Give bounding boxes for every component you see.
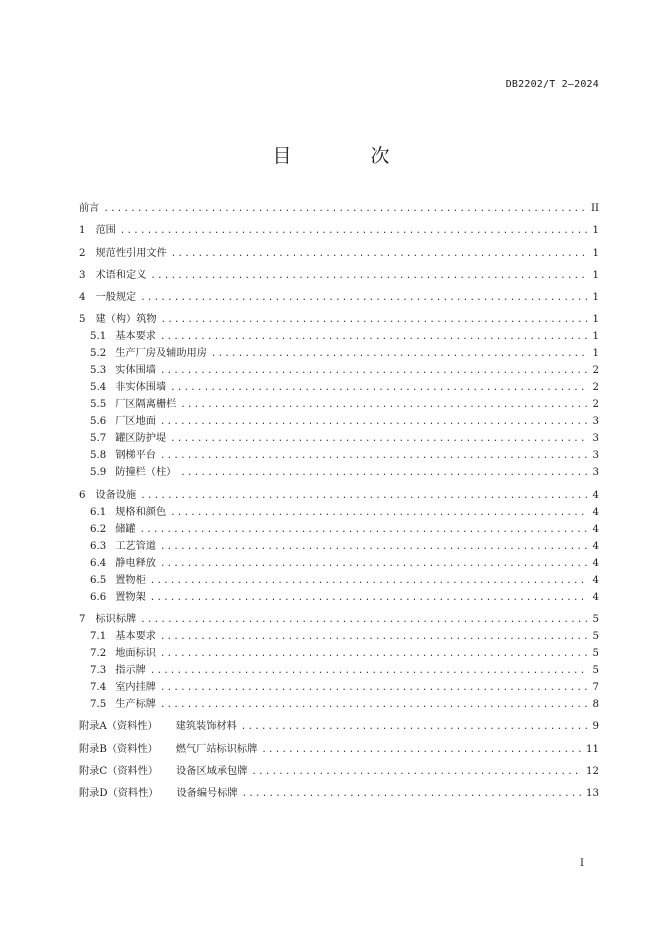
toc-leader-dots [161,312,587,329]
toc-entry-page: 1 [592,247,599,259]
toc-leader-dots [170,505,587,522]
toc-entry[interactable] [79,504,599,521]
toc-leader-dots [160,414,587,431]
toc-entry-label: 厂区隔离栅栏 [115,399,177,411]
toc-entry-label: 一般规定 [95,292,137,304]
toc-entry-page: 3 [592,467,599,479]
toc-entry[interactable] [79,245,599,262]
toc-entry-page: 8 [592,699,599,711]
toc-leader-dots [242,786,582,803]
toc-entry[interactable] [79,538,599,555]
toc-leader-dots [150,663,587,680]
toc-entry[interactable] [79,572,599,589]
toc-entry-page: 4 [592,489,599,501]
toc-entry[interactable] [79,696,599,713]
toc-entry-label: 基本要求 [115,631,156,643]
toc-entry-page: 12 [586,765,599,777]
toc-entry[interactable] [79,741,599,758]
toc-leader-dots [140,488,587,505]
toc-leader-dots [150,573,587,590]
toc-entry[interactable] [79,464,599,481]
toc-entry-page: 1 [592,292,599,304]
toc-entry-number: 4 [79,292,86,304]
toc-entry[interactable] [79,413,599,430]
toc-entry-page: 3 [592,416,599,428]
toc-entry-number: 7.3 [90,665,107,677]
toc-entry-label: 非实体围墙 [115,382,167,394]
toc-entry-page: 4 [592,557,599,569]
toc-leader-dots [150,268,587,285]
toc-leader-dots [160,556,587,573]
toc-entry[interactable] [79,763,599,780]
toc-entry[interactable] [79,289,599,306]
toc-leader-dots [160,448,587,465]
toc-entry-page: 1 [592,225,599,237]
toc-entry-page: 4 [592,506,599,518]
toc-leader-dots [251,764,582,781]
toc-entry-number: 6.4 [90,557,107,569]
toc-entry-label: 建（构）筑物 [95,314,157,326]
toc-entry-number: 附录C（资料性） [79,765,159,777]
toc-entry-page: 9 [592,721,599,733]
toc-entry-page: 3 [592,450,599,462]
toc-entry-number: 附录B（资料性） [79,743,158,755]
toc-leader-dots [120,223,587,240]
toc-entry-page: 1 [592,331,599,343]
toc-entry-number: 5.1 [90,331,107,343]
toc-leader-dots [160,629,587,646]
toc-entry-number: 7 [79,614,86,626]
toc-entry-number: 7.2 [90,648,107,660]
toc-entry[interactable] [79,447,599,464]
toc-leader-dots [160,697,587,714]
toc-leader-dots [140,522,587,539]
toc-entry-label: 地面标识 [115,648,156,660]
toc-entry-number: 3 [79,269,86,281]
toc-entry-number: 5.5 [90,399,107,411]
toc-leader-dots [180,465,587,482]
toc-leader-dots [160,363,587,380]
toc-entry[interactable] [79,662,599,679]
table-of-contents [79,200,599,802]
toc-entry-label: 置物架 [115,591,146,603]
toc-entry-number: 6.5 [90,574,107,586]
toc-entry-number: 5.3 [90,365,107,377]
toc-entry[interactable] [79,200,599,217]
toc-leader-dots [160,680,587,697]
toc-entry-label: 设备编号标牌 [176,788,238,800]
toc-entry-page: 4 [592,574,599,586]
toc-entry[interactable] [79,611,599,628]
toc-entry[interactable] [79,379,599,396]
toc-leader-dots [180,397,587,414]
toc-entry[interactable] [79,430,599,447]
toc-leader-dots [160,539,587,556]
toc-entry-label: 设备设施 [95,489,137,501]
toc-entry-number: 6.1 [90,506,107,518]
toc-entry[interactable] [79,328,599,345]
toc-entry-number: 5.9 [90,467,107,479]
toc-entry-page: 1 [592,314,599,326]
toc-entry-number: 7.1 [90,631,107,643]
toc-entry[interactable] [79,628,599,645]
toc-entry-page: 5 [592,614,599,626]
toc-entry[interactable] [79,589,599,606]
toc-entry[interactable] [79,645,599,662]
toc-entry-number: 6 [79,489,86,501]
document-code: DB2202/T 2—2024 [505,79,599,90]
toc-entry-label: 燃气厂站标识标牌 [175,743,258,755]
toc-entry[interactable] [79,396,599,413]
toc-leader-dots [103,201,587,218]
toc-entry[interactable] [79,521,599,538]
toc-entry[interactable] [79,487,599,504]
toc-entry-page: 2 [592,382,599,394]
toc-entry-label: 工艺管道 [115,540,156,552]
toc-entry-page: 4 [592,523,599,535]
toc-entry-number: 5 [79,314,86,326]
toc-entry-number: 7.5 [90,699,107,711]
toc-entry[interactable] [79,267,599,284]
toc-entry-label: 术语和定义 [95,269,147,281]
toc-entry-label: 实体围墙 [115,365,156,377]
toc-entry-page: 2 [592,399,599,411]
toc-entry-page: 4 [592,540,599,552]
toc-entry-label: 指示牌 [115,665,146,677]
toc-entry-page: 4 [592,591,599,603]
toc-entry-number: 7.4 [90,682,107,694]
toc-leader-dots [171,246,587,263]
toc-entry-page: 5 [592,648,599,660]
toc-entry[interactable] [79,311,599,328]
toc-entry-number: 5.4 [90,382,107,394]
toc-leader-dots [160,329,587,346]
toc-entry-label: 钢梯平台 [115,450,156,462]
toc-entry-number: 1 [79,225,86,237]
toc-entry-label: 静电释放 [115,557,156,569]
toc-entry-label: 置物柜 [115,574,146,586]
toc-entry-number: 2 [79,247,86,259]
toc-leader-dots [170,431,587,448]
toc-entry-label: 室内挂牌 [115,682,156,694]
toc-entry-label: 范围 [95,225,116,237]
toc-entry-number: 5.2 [90,348,107,360]
toc-entry-page: 3 [592,433,599,445]
toc-entry-page: II [590,203,599,214]
toc-entry-number: 5.8 [90,450,107,462]
toc-entry-number: 6.2 [90,523,107,535]
page-number: I [580,858,584,869]
toc-entry-page: 13 [586,788,599,800]
toc-leader-dots [170,380,587,397]
toc-leader-dots [140,612,587,629]
toc-entry-number: 5.6 [90,416,107,428]
toc-entry-page: 11 [586,743,599,755]
toc-entry-page: 1 [592,269,599,281]
toc-entry-label: 防撞栏（柱） [115,467,177,479]
toc-entry[interactable] [79,555,599,572]
toc-entry[interactable] [79,679,599,696]
toc-entry-label: 厂区地面 [115,416,156,428]
toc-entry-label: 建筑装饰材料 [175,721,237,733]
toc-entry-label: 储罐 [115,523,136,535]
toc-entry-number: 6.3 [90,540,107,552]
toc-entry-label: 生产厂房及辅助用房 [115,348,207,360]
toc-entry[interactable] [79,345,599,362]
toc-entry[interactable] [79,222,599,239]
toc-entry-label: 规范性引用文件 [95,247,167,259]
toc-entry[interactable] [79,785,599,802]
toc-entry-label: 基本要求 [115,331,156,343]
toc-leader-dots [211,346,587,363]
toc-entry-page: 5 [592,631,599,643]
toc-entry-page: 5 [592,665,599,677]
toc-entry-number: 6.6 [90,591,107,603]
toc-entry-label: 设备区域承包牌 [176,765,248,777]
toc-entry-page: 7 [592,682,599,694]
toc-leader-dots [150,590,587,607]
toc-leader-dots [261,742,582,759]
toc-entry-label: 前言 [79,203,100,214]
toc-entry-page: 1 [592,348,599,360]
toc-leader-dots [140,290,587,307]
toc-entry-page: 2 [592,365,599,377]
toc-entry-number: 附录D（资料性） [79,788,159,800]
toc-entry-label: 标识标牌 [95,614,137,626]
toc-entry-number: 附录A（资料性） [79,721,158,733]
toc-entry[interactable] [79,718,599,735]
toc-entry-label: 规格和颜色 [115,506,167,518]
toc-leader-dots [160,646,587,663]
toc-leader-dots [241,719,587,736]
toc-entry-number: 5.7 [90,433,107,445]
page-title: 目 次 [272,145,420,167]
toc-entry-label: 罐区防护堤 [115,433,167,445]
toc-entry-label: 生产标牌 [115,699,156,711]
toc-entry[interactable] [79,362,599,379]
